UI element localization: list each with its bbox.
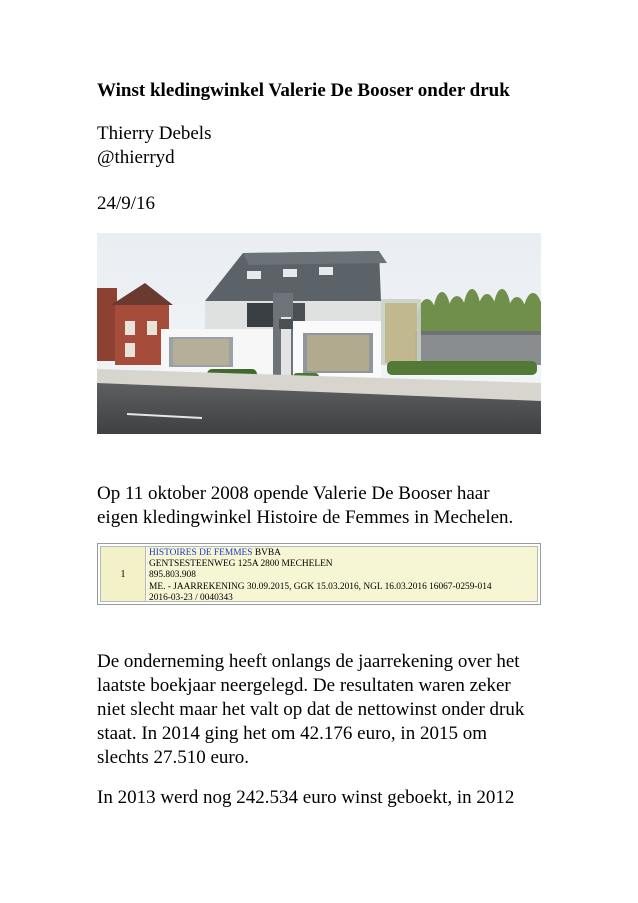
author-handle: @thierryd bbox=[97, 147, 175, 168]
paragraph-profit-history: In 2013 werd nog 242.534 euro winst geboekt, in 2012 bbox=[97, 787, 515, 808]
company-number: 895.803.908 bbox=[149, 570, 196, 581]
publish-date: 24/9/16 bbox=[97, 193, 156, 214]
filing-reference: 2016-03-23 / 0040343 bbox=[149, 592, 233, 603]
intro-line-2: eigen kledingwinkel Histoire de Femmes in Mechelen. bbox=[97, 507, 514, 528]
intro-line-1: Op 11 oktober 2008 opende Valerie De Booser haar bbox=[97, 483, 490, 504]
paragraph-line: staat. In 2014 ging het om 42.176 euro, in 2015 om bbox=[97, 723, 487, 744]
filing-info: ME. - JAARREKENING 30.09.2015, GGK 15.03.2016, NGL 16.03.2016 16067-0259-014 bbox=[149, 581, 492, 592]
registry-table bbox=[97, 543, 541, 605]
company-form: BVBA bbox=[254, 548, 281, 558]
paragraph-results bbox=[97, 650, 547, 770]
paragraph-line: De onderneming heeft onlangs de jaarrekening over het bbox=[97, 651, 520, 672]
article-title: Winst kledingwinkel Valerie De Booser onder druk bbox=[97, 80, 510, 101]
company-address: GENTSESTEENWEG 125A 2800 MECHELEN bbox=[149, 559, 333, 570]
paragraph-line: niet slecht maar het valt op dat de nettowinst onder druk bbox=[97, 699, 525, 720]
registry-row-details bbox=[147, 547, 537, 601]
store-photo bbox=[97, 233, 541, 434]
paragraph-line: laatste boekjaar neergelegd. De resultaten waren zeker bbox=[97, 675, 511, 696]
paragraph-line: slechts 27.510 euro. bbox=[97, 747, 249, 768]
author-name: Thierry Debels bbox=[97, 123, 212, 144]
registry-row-number: 1 bbox=[101, 547, 146, 601]
company-name-link[interactable]: HISTOIRES DE FEMMES bbox=[149, 548, 253, 558]
